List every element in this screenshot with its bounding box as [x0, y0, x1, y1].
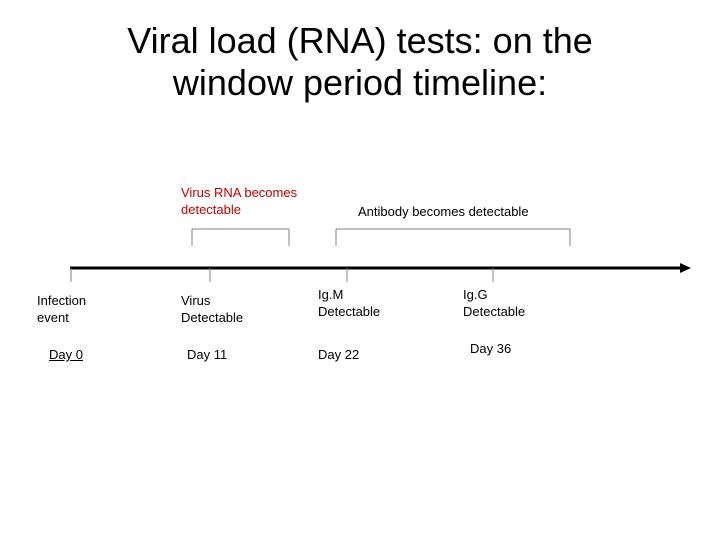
- antibody-detectable-bracket: [336, 229, 570, 246]
- event-label-igm-detectable: [318, 286, 380, 320]
- day-label-0: Day 0: [49, 347, 83, 362]
- day-label-36: Day 36: [470, 341, 512, 356]
- day-label-11: Day 11: [187, 347, 228, 362]
- antibody-bracket-label-line-1: Antibody becomes detectable: [358, 204, 529, 219]
- event-label-virus-detectable: [181, 292, 243, 326]
- event-name-line-2: Detectable: [463, 304, 526, 319]
- event-name-line-1: Ig.M: [318, 287, 344, 302]
- event-label-igg-detectable: [463, 286, 525, 320]
- event-name-line-1: Infection: [37, 293, 87, 308]
- antibody-bracket-label: [358, 203, 529, 220]
- event-label-infection: [37, 292, 86, 326]
- event-name-line-1: Virus: [181, 293, 211, 308]
- title-line-2: window period timeline:: [172, 62, 548, 103]
- rna-bracket-label-line-2: detectable: [181, 202, 241, 217]
- event-name-line-2: event: [37, 310, 69, 325]
- rna-bracket-label-line-1: Virus RNA becomes: [181, 185, 298, 200]
- day-label-22: Day 22: [318, 347, 360, 362]
- rna-bracket-label: [181, 184, 297, 218]
- timeline-arrowhead: [680, 263, 691, 273]
- event-name-line-2: Detectable: [181, 310, 244, 325]
- event-name-line-1: Ig.G: [463, 287, 488, 302]
- title-line-1: Viral load (RNA) tests: on the: [127, 20, 593, 61]
- event-name-line-2: Detectable: [318, 304, 381, 319]
- rna-detectable-bracket: [192, 229, 289, 246]
